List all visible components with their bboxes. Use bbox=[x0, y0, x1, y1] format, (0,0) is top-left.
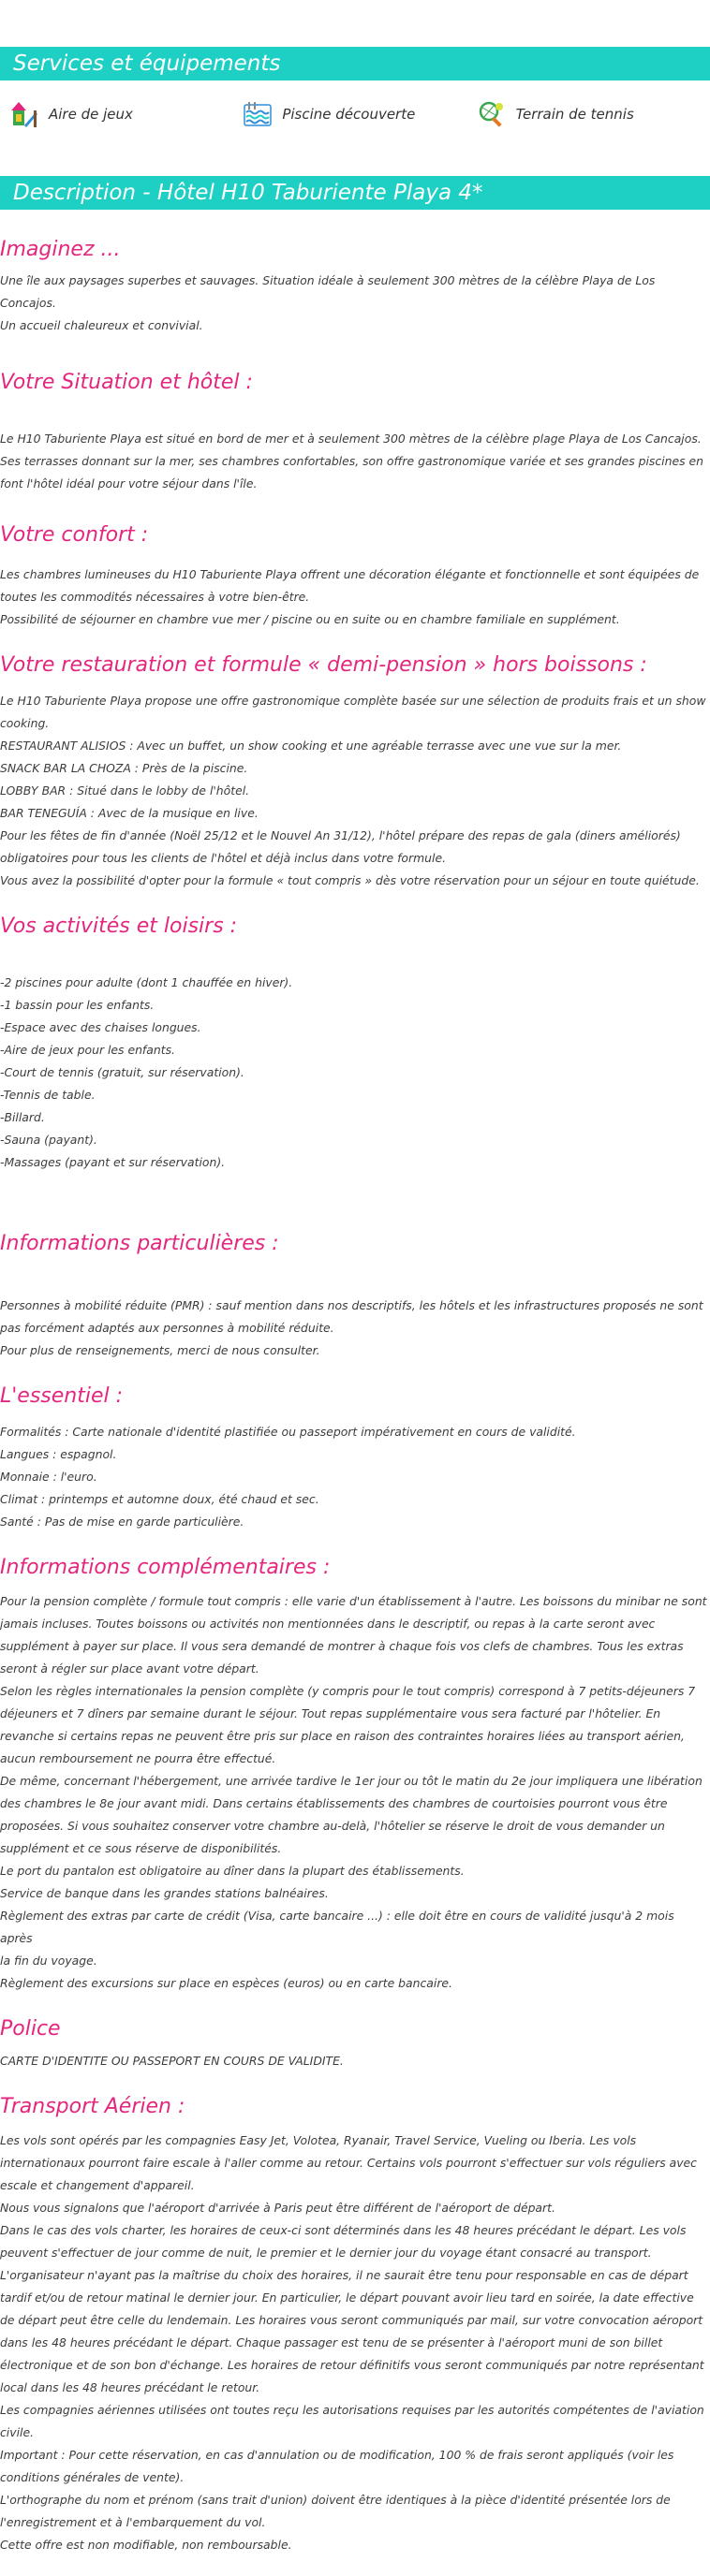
text-line: conditions générales de vente). bbox=[0, 2470, 185, 2484]
text-line: L'organisateur n'ayant pas la maîtrise du choix des horaires, il ne saurait être tenu pour responsable en cas de départ bbox=[0, 2268, 688, 2282]
section-title: Transport Aérien : bbox=[0, 2095, 185, 2118]
text-line: la fin du voyage. bbox=[0, 1954, 97, 1968]
text-line: CARTE D'IDENTITE OU PASSEPORT EN COURS DE VALIDITE. bbox=[0, 2054, 344, 2068]
text-line: Personnes à mobilité réduite (PMR) : sauf mention dans nos descriptifs, les hôtels et les infrastructures proposés ne sont bbox=[0, 1298, 703, 1312]
text-line: Possibilité de séjourner en chambre vue mer / piscine ou en suite ou en chambre familiale en supplément. bbox=[0, 612, 620, 626]
section-transport bbox=[0, 2095, 710, 2556]
text-line: De même, concernant l'hébergement, une arrivée tardive le 1er jour ou tôt le matin du 2e jour impliquera une libération bbox=[0, 1774, 703, 1788]
section-title: Informations complémentaires : bbox=[0, 1556, 331, 1579]
text-line: pas forcément adaptés aux personnes à mobilité réduite. bbox=[0, 1321, 334, 1335]
description-header bbox=[0, 176, 710, 210]
amenity-label: Terrain de tennis bbox=[515, 106, 634, 123]
amenity-tennis bbox=[477, 99, 710, 129]
amenities-row bbox=[0, 80, 710, 148]
section-body bbox=[0, 1421, 710, 1533]
text-line: des chambres le 8e jour avant midi. Dans certains établissements des chambres de courtoisies pourront vous être bbox=[0, 1796, 668, 1810]
text-line: Règlement des extras par carte de crédit (Visa, carte bancaire ...) : elle doit être en cours de validité jusqu'à 2 mois après bbox=[0, 1909, 674, 1945]
text-line: LOBBY BAR : Situé dans le lobby de l'hôtel. bbox=[0, 783, 250, 798]
description-title: Description - Hôtel H10 Taburiente Playa 4* bbox=[13, 181, 483, 205]
list-item: -Sauna (payant). bbox=[0, 1133, 97, 1147]
section-title: Votre restauration et formule « demi-pension » hors boissons : bbox=[0, 653, 647, 677]
text-line: aucun remboursement ne pourra être effectué. bbox=[0, 1751, 276, 1765]
section-activites bbox=[0, 915, 710, 1174]
section-title: Vos activités et loisirs : bbox=[0, 915, 238, 938]
text-line: Pour la pension complète / formule tout compris : elle varie d'un établissement à l'autre. Les boissons du minibar ne sont bbox=[0, 1594, 707, 1608]
text-line: seront à régler sur place avant votre départ. bbox=[0, 1661, 259, 1676]
section-particulieres bbox=[0, 1232, 710, 1362]
text-line: Les compagnies aériennes utilisées ont toutes reçu les autorisations requises par les autorités compétentes de l'aviation bbox=[0, 2403, 704, 2417]
text-line: Un accueil chaleureux et convivial. bbox=[0, 318, 203, 332]
text-line: Formalités : Carte nationale d'identité plastifiée ou passeport impérativement en cours de validité. bbox=[0, 1425, 576, 1439]
text-line: Cette offre est non modifiable, non remboursable. bbox=[0, 2538, 292, 2552]
text-line: local dans les 48 heures précédant le retour. bbox=[0, 2380, 260, 2394]
text-line: obligatoires pour tous les clients de l'hôtel et déjà inclus dans votre formule. bbox=[0, 851, 447, 865]
services-title: Services et équipements bbox=[13, 51, 281, 76]
text-line: Ses terrasses donnant sur la mer, ses chambres confortables, son offre gastronomique variée et ses grandes piscines en bbox=[0, 454, 703, 468]
section-body bbox=[0, 1295, 710, 1362]
section-body bbox=[0, 690, 710, 892]
text-line: Service de banque dans les grandes stations balnéaires. bbox=[0, 1886, 329, 1900]
list-item: -2 piscines pour adulte (dont 1 chauffée en hiver). bbox=[0, 975, 293, 989]
text-line: Dans le cas des vols charter, les horaires de ceux-ci sont déterminés dans les 48 heures précédant le départ. Les vols bbox=[0, 2223, 687, 2237]
spacer bbox=[0, 148, 710, 176]
text-line: cooking. bbox=[0, 716, 50, 730]
pool-icon bbox=[243, 99, 273, 129]
text-line: Pour plus de renseignements, merci de nous consulter. bbox=[0, 1343, 320, 1357]
services-header bbox=[0, 47, 710, 80]
text-line: supplément à payer sur place. Il vous sera demandé de montrer à chaque fois vos clefs de chambres. Tous les extras bbox=[0, 1639, 684, 1653]
text-line: déjeuners et 7 dîners par semaine durant le séjour. Tout repas supplémentaire vous sera facturé par l'hôtelier. En bbox=[0, 1706, 661, 1720]
section-body bbox=[0, 428, 710, 495]
amenity-pool bbox=[243, 99, 476, 129]
text-line: Important : Pour cette réservation, en cas d'annulation ou de modification, 100 % de frais seront appliqués (voir les bbox=[0, 2448, 674, 2462]
text-line: tardif et/ou de retour matinal le dernier jour. En particulier, le départ pouvant avoir lieu tard en soirée, la date effective bbox=[0, 2291, 694, 2305]
text-line: Le H10 Taburiente Playa propose une offre gastronomique complète basée sur une sélection de produits frais et un show bbox=[0, 694, 706, 708]
text-line: Les chambres lumineuses du H10 Taburiente Playa offrent une décoration élégante et fonctionnelle et sont équipées de bbox=[0, 567, 700, 581]
text-line: Pour les fêtes de fin d'année (Noël 25/12 et le Nouvel An 31/12), l'hôtel prépare des repas de gala (diners améliorés) bbox=[0, 828, 681, 842]
section-complementaires bbox=[0, 1556, 710, 1995]
text-line: Climat : printemps et automne doux, été chaud et sec. bbox=[0, 1492, 319, 1506]
tennis-icon bbox=[477, 99, 507, 129]
section-body bbox=[0, 564, 710, 631]
text-line: l'enregistrement et à l'embarquement du vol. bbox=[0, 2515, 266, 2529]
text-line: Règlement des excursions sur place en espèces (euros) ou en carte bancaire. bbox=[0, 1976, 452, 1990]
section-body bbox=[0, 1590, 710, 1995]
text-line: Le port du pantalon est obligatoire au dîner dans la plupart des établissements. bbox=[0, 1864, 465, 1878]
section-essentiel bbox=[0, 1384, 710, 1533]
text-line: jamais incluses. Toutes boissons ou activités non mentionnées dans le descriptif, ou repas à la carte seront avec bbox=[0, 1617, 656, 1631]
list-item: -Tennis de table. bbox=[0, 1088, 96, 1102]
text-line: de départ peut être celle du lendemain. Les horaires vous seront communiqués par mail, sur votre convocation aéroport bbox=[0, 2313, 703, 2327]
amenity-label: Aire de jeux bbox=[49, 106, 133, 123]
text-line: Les vols sont opérés par les compagnies Easy Jet, Volotea, Ryanair, Travel Service, Vueling ou Iberia. Les vols bbox=[0, 2133, 637, 2147]
amenity-label: Piscine découverte bbox=[282, 106, 416, 123]
text-line: Vous avez la possibilité d'opter pour la formule « tout compris » dès votre réservation pour un séjour en toute quiétude. bbox=[0, 873, 700, 887]
section-body bbox=[0, 2050, 710, 2072]
list-item: -Espace avec des chaises longues. bbox=[0, 1020, 201, 1034]
text-line: BAR TENEGUÍA : Avec de la musique en live. bbox=[0, 806, 259, 820]
section-body bbox=[0, 2130, 710, 2556]
section-restauration bbox=[0, 653, 710, 892]
text-line: Selon les règles internationales la pension complète (y compris pour le tout compris) correspond à 7 petits-déjeuners 7 bbox=[0, 1684, 696, 1698]
section-imaginez bbox=[0, 238, 710, 337]
section-body bbox=[0, 972, 710, 1174]
text-line: Santé : Pas de mise en garde particulière. bbox=[0, 1515, 244, 1529]
text-line: supplément et ce sous réserve de disponibilités. bbox=[0, 1841, 282, 1855]
text-line: civile. bbox=[0, 2425, 35, 2439]
text-line: proposées. Si vous souhaitez conserver votre chambre au-delà, l'hôtelier se réserve le droit de vous demander un bbox=[0, 1819, 665, 1833]
section-title: Informations particulières : bbox=[0, 1232, 279, 1255]
section-situation bbox=[0, 371, 710, 495]
section-title: Votre confort : bbox=[0, 523, 149, 547]
list-item: -Aire de jeux pour les enfants. bbox=[0, 1043, 175, 1057]
text-line: internationaux pourront faire escale à l'aller comme au retour. Certains vols pourront s'effectuer sur vols réguliers avec bbox=[0, 2156, 697, 2170]
text-line: peuvent s'effectuer de jour comme de nuit, le premier et le dernier jour du voyage étant consacré au transport. bbox=[0, 2246, 652, 2260]
amenity-playground bbox=[9, 99, 243, 129]
section-body bbox=[0, 270, 710, 337]
section-police bbox=[0, 2017, 710, 2072]
text-line: font l'hôtel idéal pour votre séjour dans l'île. bbox=[0, 476, 258, 490]
list-item: -Court de tennis (gratuit, sur réservation). bbox=[0, 1065, 244, 1079]
playground-icon bbox=[9, 99, 39, 129]
section-title: Imaginez ... bbox=[0, 238, 121, 261]
text-line: dans les 48 heures précédant le départ. Chaque passager est tenu de se présenter à l'aéroport muni de son billet bbox=[0, 2335, 663, 2349]
section-title: Police bbox=[0, 2017, 61, 2041]
text-line: Langues : espagnol. bbox=[0, 1447, 117, 1461]
section-title: L'essentiel : bbox=[0, 1384, 124, 1408]
text-line: toutes les commodités nécessaires à votre bien-être. bbox=[0, 590, 310, 604]
list-item: -1 bassin pour les enfants. bbox=[0, 998, 155, 1012]
text-line: escale et changement d'appareil. bbox=[0, 2178, 195, 2192]
text-line: électronique et de son bon d'échange. Les horaires de retour définitifs vous seront communiqués par notre représentant bbox=[0, 2358, 704, 2372]
text-line: Une île aux paysages superbes et sauvages. Situation idéale à seulement 300 mètres de la célèbre Playa de Los Concajos. bbox=[0, 273, 656, 310]
text-line: Le H10 Taburiente Playa est situé en bord de mer et à seulement 300 mètres de la célèbre plage Playa de Los Cancajos. bbox=[0, 432, 702, 446]
text-line: revanche si certains repas ne peuvent être pris sur place en raison des contraintes horaires liées au transport aérien, bbox=[0, 1729, 685, 1743]
text-line: RESTAURANT ALISIOS : Avec un buffet, un show cooking et une agréable terrasse avec une vue sur la mer. bbox=[0, 739, 622, 753]
text-line: Monnaie : l'euro. bbox=[0, 1470, 97, 1484]
section-confort bbox=[0, 523, 710, 631]
list-item: -Massages (payant et sur réservation). bbox=[0, 1155, 226, 1169]
text-line: SNACK BAR LA CHOZA : Près de la piscine. bbox=[0, 761, 248, 775]
text-line: L'orthographe du nom et prénom (sans trait d'union) doivent être identiques à la pièce d'identité présentée lors de bbox=[0, 2493, 671, 2507]
list-item: -Billard. bbox=[0, 1110, 45, 1124]
section-title: Votre Situation et hôtel : bbox=[0, 371, 253, 394]
text-line: Nous vous signalons que l'aéroport d'arrivée à Paris peut être différent de l'aéroport de départ. bbox=[0, 2201, 555, 2215]
